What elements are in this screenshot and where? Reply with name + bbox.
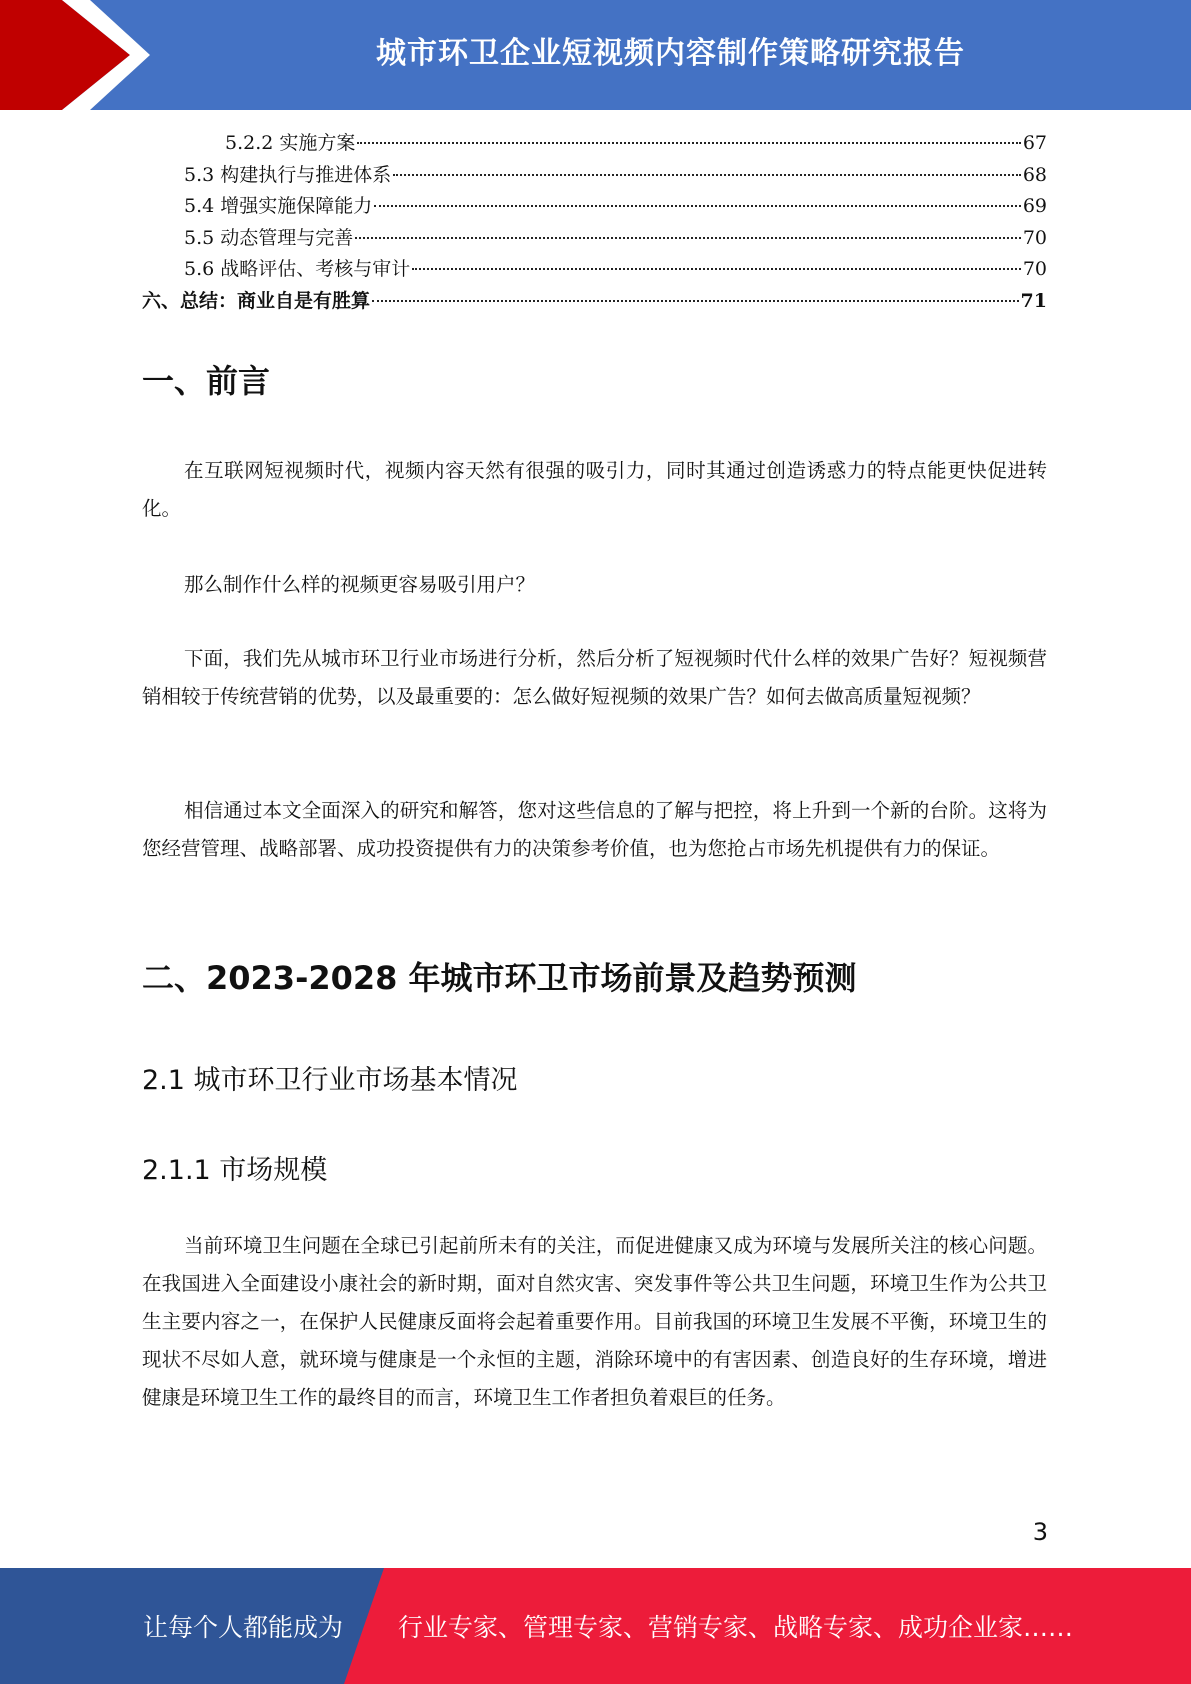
preface-heading: 一、前言 [142,362,271,400]
toc-page: 71 [1020,289,1047,312]
toc-leader-dots [393,174,1021,176]
toc-label: 5.5 动态管理与完善 [184,226,354,249]
body-paragraph: 当前环境卫生问题在全球已引起前所未有的关注，而促进健康又成为环境与发展所关注的核心问题。在我国进入全面建设小康社会的新时期，面对自然灾害、突发事件等公共卫生问题，环境卫生作为公共卫生主要内容之一，在保护人民健康反面将会起着重要作用。目前我国的环境卫生发展不平衡，环境卫生的现状不尽如人意，就环境与健康是一个永恒的主题，消除环境中的有害因素、创造良好的生存环境，增进健康是环境卫生工作的最终目的而言，环境卫生工作者担负着艰巨的任务。 [142,1234,1047,1409]
table-of-contents [142,128,1047,317]
toc-leader-dots [412,268,1021,270]
toc-label: 六、总结：商业自是有胜算 [142,289,371,312]
footer-slogan-right: 行业专家、管理专家、营销专家、战略专家、成功企业家…… [398,1613,1074,1642]
footer-slogan-left: 让每个人都能成为 [143,1613,344,1642]
toc-entry[interactable] [142,160,1047,192]
header-chevron-icon [0,0,150,110]
page-number: 3 [1032,1518,1048,1546]
toc-entry[interactable] [142,286,1047,318]
toc-leader-dots [355,237,1021,239]
toc-leader-dots [374,205,1021,207]
toc-page: 68 [1022,163,1047,186]
toc-leader-dots [372,300,1019,302]
toc-entry[interactable] [142,191,1047,223]
preface-paragraph: 在互联网短视频时代，视频内容天然有很强的吸引力，同时其通过创造诱惑力的特点能更快促进转化。 [142,459,1047,520]
toc-entry[interactable] [142,223,1047,255]
header-title: 城市环卫企业短视频内容制作策略研究报告 [376,36,965,71]
preface-paragraph: 那么制作什么样的视频更容易吸引用户？ [184,573,536,596]
toc-label: 5.4 增强实施保障能力 [184,195,373,217]
preface-paragraph: 下面，我们先从城市环卫行业市场进行分析，然后分析了短视频时代什么样的效果广告好？短视频营销相较于传统营销的优势，以及最重要的：怎么做好短视频的效果广告？如何去做高质量短视频？ [142,647,1047,708]
toc-leader-dots [357,142,1020,144]
toc-entry[interactable] [142,128,1047,160]
section-heading: 2.1 城市环卫行业市场基本情况 [142,1065,518,1096]
subsection-heading: 2.1.1 市场规模 [142,1155,328,1186]
page-header [0,0,1191,110]
preface-paragraph: 相信通过本文全面深入的研究和解答，您对这些信息的了解与把控，将上升到一个新的台阶。这将为您经营管理、战略部署、成功投资提供有力的决策参考价值，也为您抢占市场先机提供有力的保证。 [142,799,1047,860]
toc-page: 67 [1022,132,1047,154]
chapter-heading: 二、2023-2028 年城市环卫市场前景及趋势预测 [142,959,857,997]
toc-page: 70 [1022,258,1047,280]
page-footer [0,1568,1191,1684]
toc-page: 70 [1022,226,1047,249]
toc-page: 69 [1022,195,1047,217]
toc-entry[interactable] [142,254,1047,286]
toc-label: 5.6 战略评估、考核与审计 [184,258,411,280]
toc-label: 5.3 构建执行与推进体系 [184,163,392,186]
toc-label: 5.2.2 实施方案 [225,132,356,154]
